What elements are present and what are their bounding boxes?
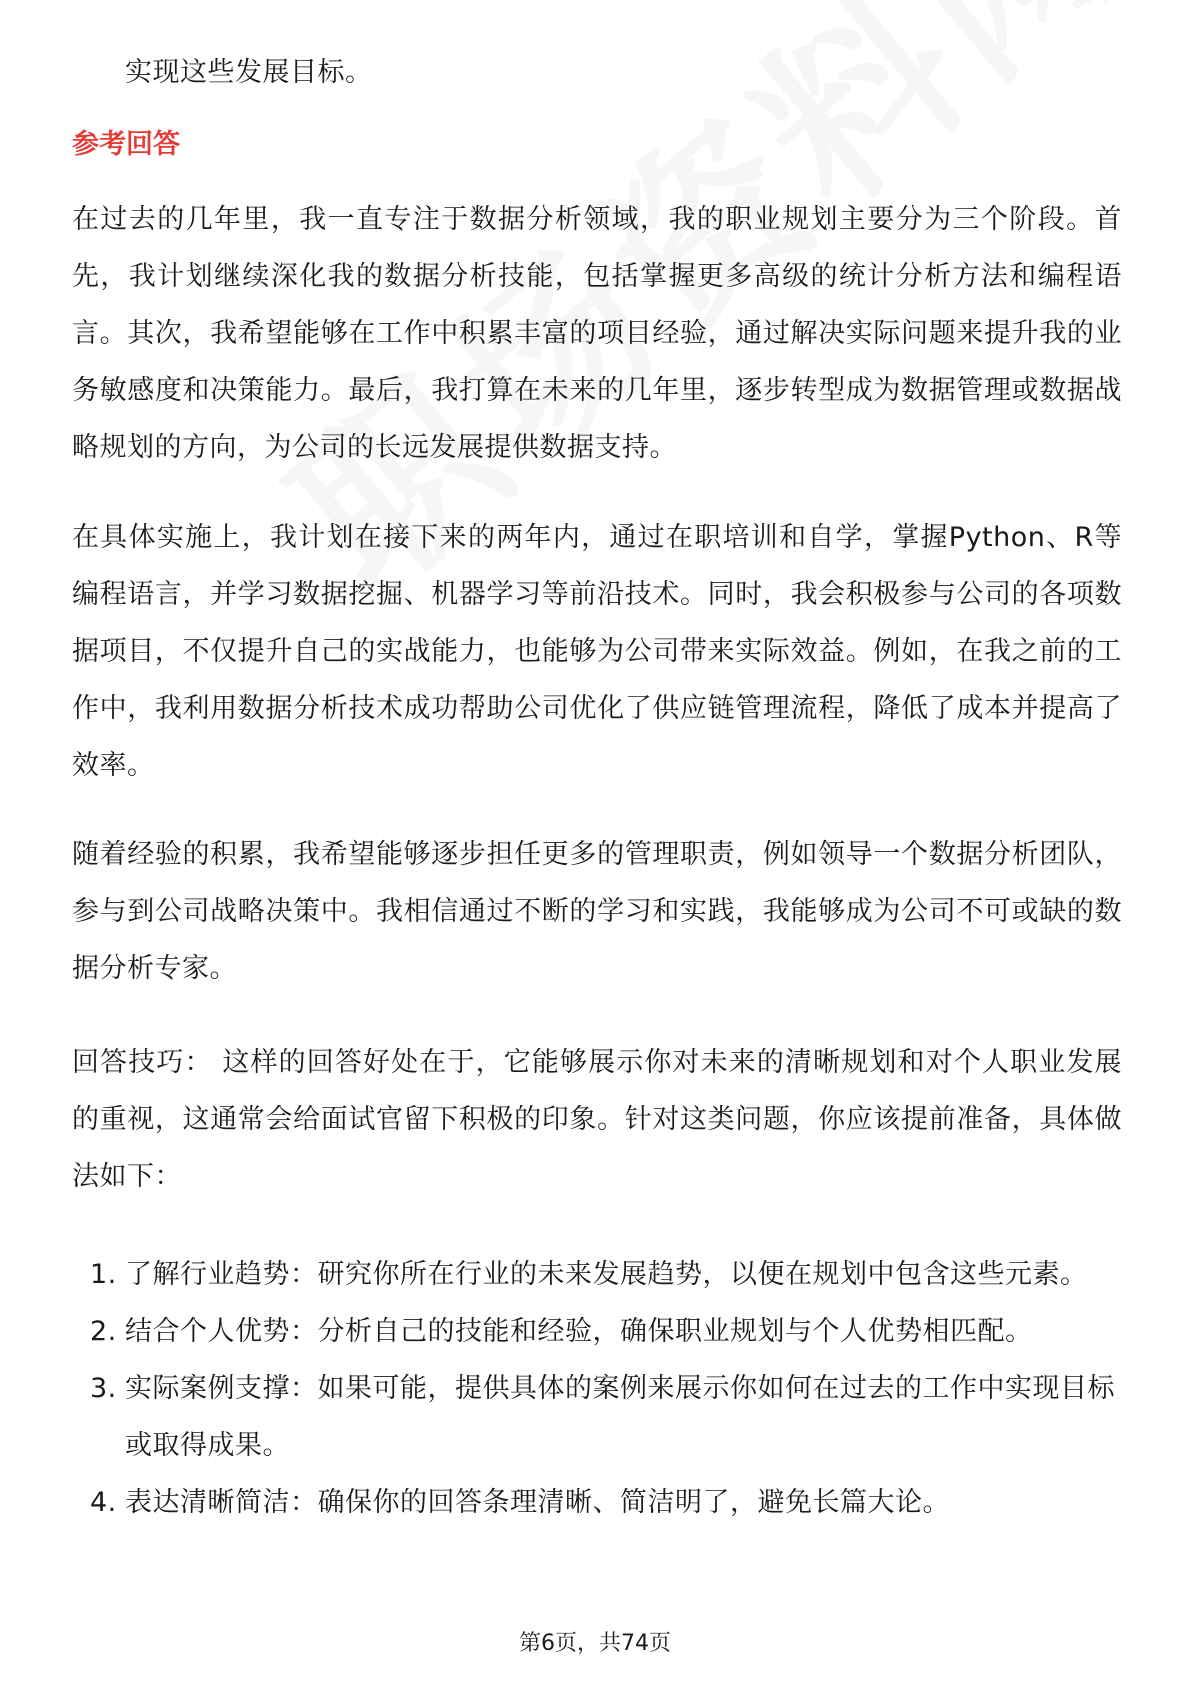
paragraph-3: 随着经验的积累，我希望能够逐步担任更多的管理职责，例如领导一个数据分析团队，参与到公司战略决策中。我相信通过不断的学习和实践，我能够成为公司不可或缺的数据分析专家。 xyxy=(72,839,1122,984)
list-number: 2. xyxy=(90,1316,117,1347)
list-number: 4. xyxy=(90,1487,117,1518)
list-item-text: 实际案例支撑：如果可能，提供具体的案例来展示你如何在过去的工作中实现目标或取得成果。 xyxy=(125,1373,1115,1461)
paragraph-1: 在过去的几年里，我一直专注于数据分析领域，我的职业规划主要分为三个阶段。首先，我计划继续深化我的数据分析技能，包括掌握更多高级的统计分析方法和编程语言。其次，我希望能够在工作中积累丰富的项目经验，通过解决实际问题来提升我的业务敏感度和决策能力。最后，我打算在未来的几年里，逐步转型成为数据管理或数据战略规划的方向，为公司的长远发展提供数据支持。 xyxy=(72,204,1122,463)
page-footer: 第6页，共74页 xyxy=(519,1631,671,1656)
list-item xyxy=(72,1360,1122,1474)
list-item-text: 表达清晰简洁：确保你的回答条理清晰、简洁明了，避免长篇大论。 xyxy=(125,1487,950,1518)
tips-list xyxy=(72,1246,1122,1531)
paragraph-2: 在具体实施上，我计划在接下来的两年内，通过在职培训和自学，掌握Python、R等编程语言，并学习数据挖掘、机器学习等前沿技术。同时，我会积极参与公司的各项数据项目，不仅提升自己的实战能力，也能够为公司带来实际效益。例如，在我之前的工作中，我利用数据分析技术成功帮助公司优化了供应链管理流程，降低了成本并提高了效率。 xyxy=(72,522,1122,781)
intro-line: 实现这些发展目标。 xyxy=(125,57,373,88)
list-item xyxy=(72,1474,1122,1531)
list-item-text: 了解行业趋势：研究你所在行业的未来发展趋势，以便在规划中包含这些元素。 xyxy=(125,1259,1088,1290)
list-item xyxy=(72,1303,1122,1360)
list-number: 1. xyxy=(90,1259,117,1290)
list-number: 3. xyxy=(90,1373,117,1404)
section-heading: 参考回答 xyxy=(72,129,180,160)
list-item-text: 结合个人优势：分析自己的技能和经验，确保职业规划与个人优势相匹配。 xyxy=(125,1316,1033,1347)
paragraph-4: 回答技巧： 这样的回答好处在于，它能够展示你对未来的清晰规划和对个人职业发展的重视，这通常会给面试官留下积极的印象。针对这类问题，你应该提前准备，具体做法如下： xyxy=(72,1047,1122,1192)
list-item xyxy=(72,1246,1122,1303)
